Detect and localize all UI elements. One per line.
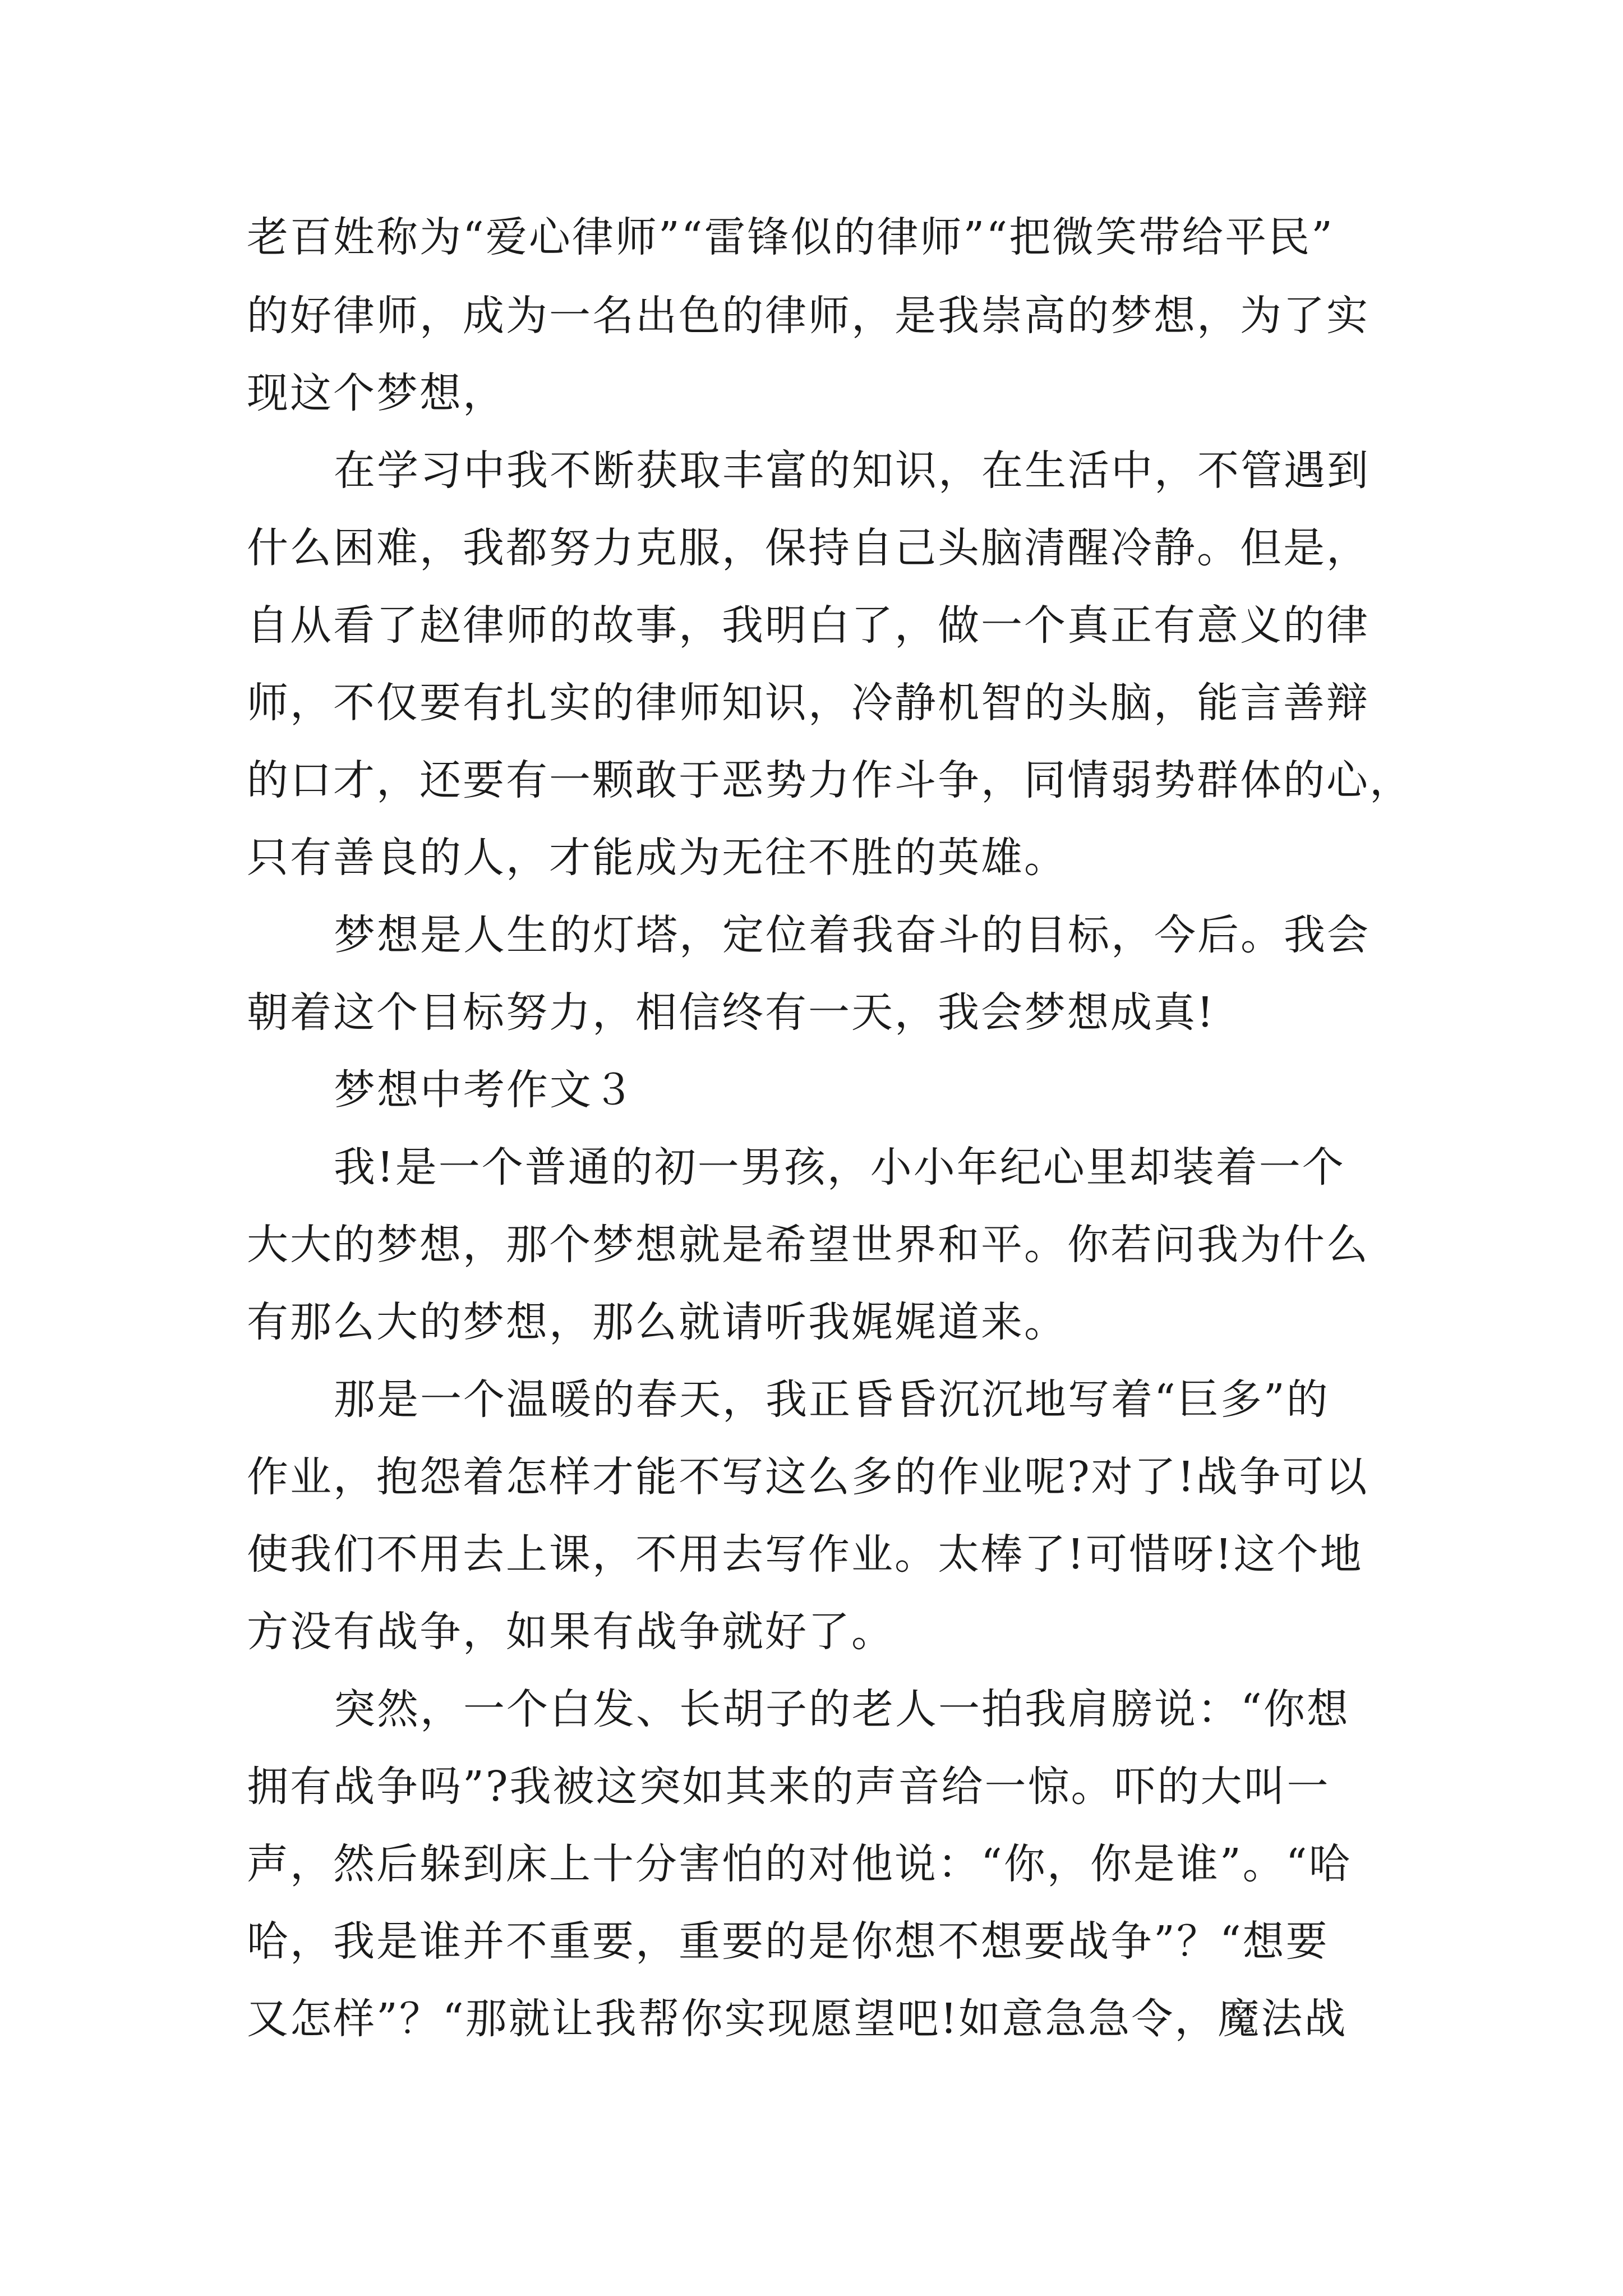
text-line: 只有善良的人，才能成为无往不胜的英雄。	[247, 834, 1067, 882]
text-line: 又怎样”？“那就让我帮你实现愿望吧!如意急急令，魔法战	[247, 1995, 1348, 2043]
text-line: 大大的梦想，那个梦想就是希望世界和平。你若问我为什么	[247, 1221, 1370, 1269]
text-line: 师，不仅要有扎实的律师知识，冷静机智的头脑，能言善辩	[247, 679, 1370, 727]
text-line: 什么困难，我都努力克服，保持自己头脑清醒冷静。但是，	[247, 524, 1370, 572]
text-line: 的好律师，成为一名出色的律师，是我崇高的梦想，为了实	[247, 292, 1370, 340]
paragraph-start-line: 那是一个温暖的春天，我正昏昏沉沉地写着“巨多”的	[334, 1375, 1330, 1424]
text-line: 的口才，还要有一颗敢于恶势力作斗争，同情弱势群体的心，	[247, 756, 1413, 804]
text-line: 现这个梦想，	[247, 369, 506, 417]
text-line: 自从看了赵律师的故事，我明白了，做一个真正有意义的律	[247, 601, 1370, 650]
text-line: 哈，我是谁并不重要，重要的是你想不想要战争”？“想要	[247, 1917, 1329, 1966]
text-line: 有那么大的梦想，那么就请听我娓娓道来。	[247, 1298, 1067, 1346]
text-line: 老百姓称为“爱心律师”“雷锋似的律师”“把微笑带给平民”	[247, 213, 1334, 261]
paragraph-start-line: 梦想是人生的灯塔，定位着我奋斗的目标，今后。我会	[334, 911, 1370, 959]
text-line: 朝着这个目标努力，相信终有一天，我会梦想成真!	[247, 988, 1215, 1037]
section-title: 梦想中考作文３	[334, 1066, 636, 1114]
paragraph-start-line: 我!是一个普通的初一男孩，小小年纪心里却装着一个	[334, 1143, 1345, 1191]
paragraph-start-line: 突然，一个白发、长胡子的老人一拍我肩膀说：“你想	[334, 1685, 1350, 1733]
text-line: 拥有战争吗”?我被这突如其来的声音给一惊。吓的大叫一	[247, 1763, 1330, 1811]
text-line: 声，然后躲到床上十分害怕的对他说：“你，你是谁”。“哈	[247, 1840, 1352, 1888]
text-line: 作业，抱怨着怎样才能不写这么多的作业呢?对了!战争可以	[247, 1453, 1369, 1501]
paragraph-start-line: 在学习中我不断获取丰富的知识，在生活中，不管遇到	[334, 447, 1370, 495]
text-line: 方没有战争，如果有战争就好了。	[247, 1608, 895, 1656]
text-line: 使我们不用去上课，不用去写作业。太棒了!可惜呀!这个地	[247, 1530, 1363, 1579]
